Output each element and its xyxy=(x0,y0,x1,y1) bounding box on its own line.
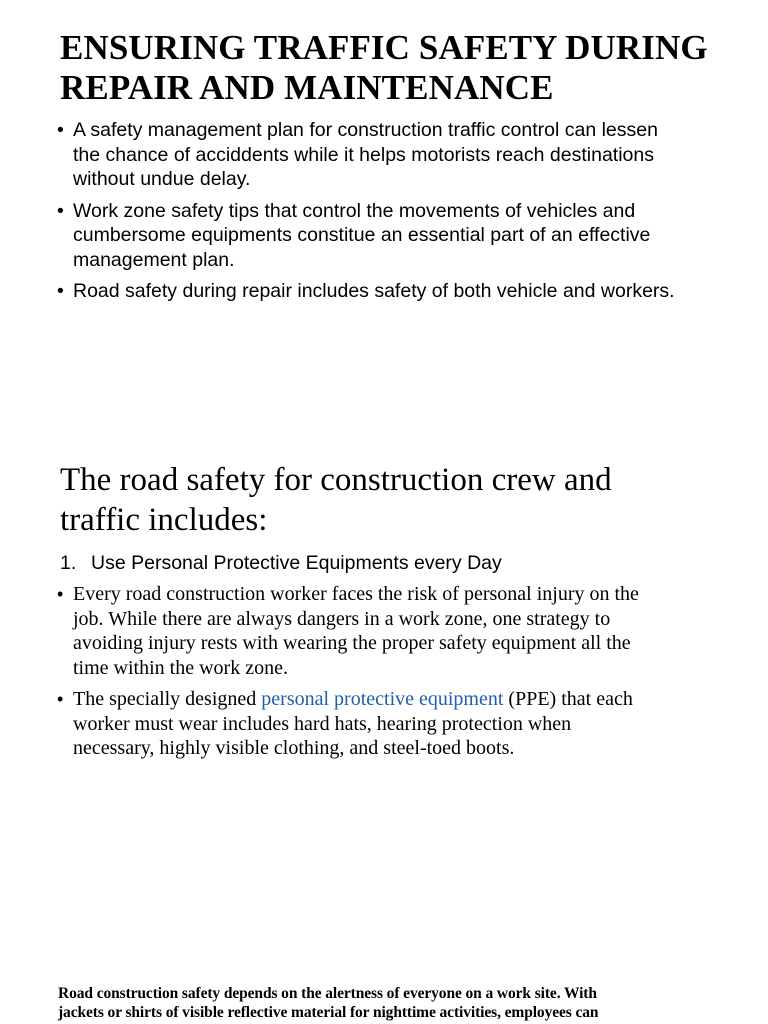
heading-line-2: traffic includes: xyxy=(60,502,268,538)
bullet-icon: • xyxy=(57,119,64,141)
bullet-item xyxy=(57,582,720,680)
bullet-item xyxy=(57,118,740,192)
bullet-text: (PPE) that each xyxy=(503,688,633,710)
bullet-line: cumbersome equipments constitue an essential part of an effective xyxy=(73,224,651,246)
bullet-icon: • xyxy=(57,584,64,604)
slide-1-title xyxy=(60,28,740,108)
heading-line-1: The road safety for construction crew and xyxy=(60,462,612,498)
bullet-item xyxy=(57,199,740,273)
bullet-icon: • xyxy=(57,199,64,222)
bullet-line: without undue delay. xyxy=(73,168,251,190)
bullet-line: A safety management plan for construction traffic control can lessen xyxy=(73,119,658,141)
title-line-2: REPAIR AND MAINTENANCE xyxy=(60,68,554,107)
paragraph-line: jackets or shirts of visible reflective material for nighttime activities, employees can xyxy=(58,1004,599,1021)
paragraph-line: Road construction safety depends on the alertness of everyone on a work site. With xyxy=(58,985,597,1002)
item-text: Use Personal Protective Equipments every Day xyxy=(91,552,502,574)
numbered-item xyxy=(60,551,740,575)
bullet-line: management plan. xyxy=(73,248,235,271)
title-line-1: ENSURING TRAFFIC SAFETY DURING xyxy=(60,28,708,67)
bullet-item xyxy=(57,279,740,304)
bullet-line: Every road construction worker faces the risk of personal injury on the xyxy=(73,583,639,605)
bullet-text: The specially designed xyxy=(73,688,262,710)
ppe-link[interactable]: personal protective equipment xyxy=(261,688,504,710)
slide-2-bullet-list xyxy=(57,582,720,768)
slide-1 xyxy=(60,28,740,108)
slide-2-heading xyxy=(60,460,740,540)
bullet-line: job. While there are always dangers in a work zone, one strategy to xyxy=(73,607,611,630)
item-number: 1. xyxy=(60,552,77,574)
bullet-line: worker must wear includes hard hats, hearing protection when xyxy=(73,712,572,735)
bullet-line: the chance of acciddents while it helps motorists reach destinations xyxy=(73,143,654,166)
bullet-icon: • xyxy=(57,280,64,302)
bullet-line: avoiding injury rests with wearing the proper safety equipment all the xyxy=(73,632,631,654)
bullet-item xyxy=(57,687,720,761)
slide-1-bullet-list xyxy=(57,118,740,311)
bullet-line: time within the work zone. xyxy=(73,656,288,679)
bullet-line: Work zone safety tips that control the movements of vehicles and xyxy=(73,199,636,222)
bottom-paragraph xyxy=(58,984,728,1022)
bullet-line: necessary, highly visible clothing, and steel-toed boots. xyxy=(73,737,515,759)
bullet-icon: • xyxy=(57,689,64,709)
bullet-line: Road safety during repair includes safety of both vehicle and workers. xyxy=(73,280,675,302)
